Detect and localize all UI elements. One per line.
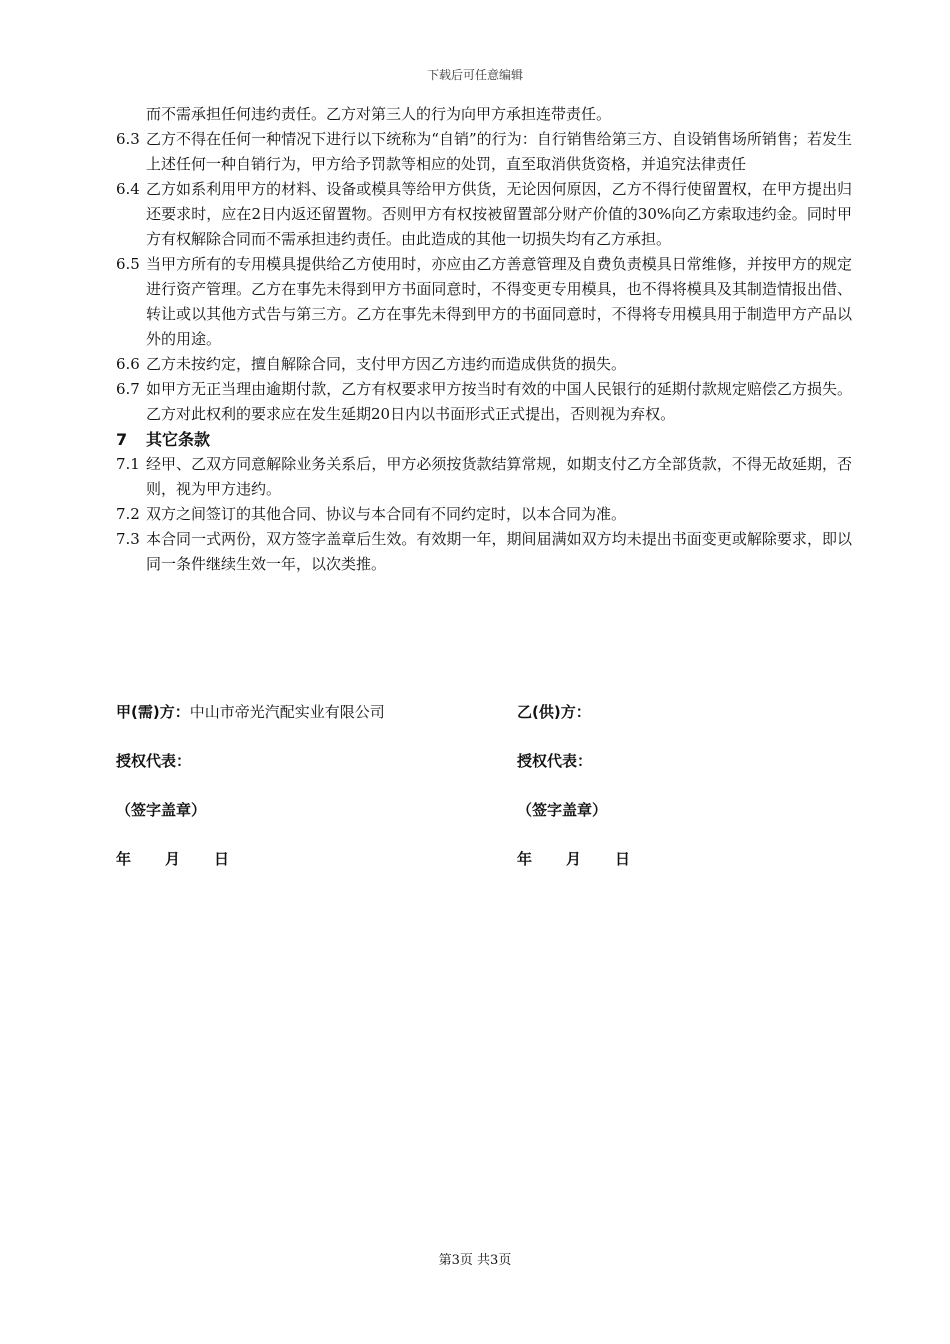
party-a-date xyxy=(116,847,263,872)
clause-text: 当甲方所有的专用模具提供给乙方使用时，亦应由乙方善意管理及自费负责模具日常维修，并按甲方的规定进行资产管理。乙方在事先未得到甲方书面同意时，不得变更专用模具，也不得将模具及其制造情报出借、转让或以其他方式告与第三方。乙方在事先未得到甲方的书面同意时，不得将专用模具用于制造甲方产品以外的用途。 xyxy=(146,255,852,348)
party-b-date xyxy=(517,847,664,872)
clause-7-1 xyxy=(116,452,852,502)
header-note: 下载后可任意编辑 xyxy=(426,68,523,82)
clause-text: 乙方不得在任何一种情况下进行以下统称为“自销”的行为：自行销售给第三方、自设销售场所销售；若发生上述任何一种自销行为，甲方给予罚款等相应的处罚，直至取消供货资格，并追究法律责任 xyxy=(146,130,852,173)
date-day: 日 xyxy=(214,850,230,868)
clause-number: 6.6 xyxy=(116,355,140,373)
clause-6-7 xyxy=(116,377,852,427)
clause-text: 本合同一式两份，双方签字盖章后生效。有效期一年，期间届满如双方均未提出书面变更或解除要求，即以同一条件继续生效一年，以次类推。 xyxy=(146,530,852,573)
party-a-seal-label: （签字盖章） xyxy=(116,801,207,819)
clause-number: 6.7 xyxy=(116,380,140,398)
clause-number: 6.3 xyxy=(116,130,140,148)
clause-number: 6.5 xyxy=(116,255,140,273)
date-year: 年 xyxy=(116,850,132,868)
clause-text: 乙方未按约定，擅自解除合同，支付甲方因乙方违约而造成供货的损失。 xyxy=(146,355,627,373)
continued-paragraph: 而不需承担任何违约责任。乙方对第三人的行为向甲方承担连带责任。 xyxy=(146,105,612,123)
date-month: 月 xyxy=(566,850,582,868)
seal-row xyxy=(116,798,852,847)
clause-6-5 xyxy=(116,252,852,352)
clause-7-2 xyxy=(116,502,852,527)
party-b-label: 乙(供)方： xyxy=(517,703,591,721)
section-title: 其它条款 xyxy=(146,430,211,449)
clause-number: 6.4 xyxy=(116,180,140,198)
clause-6-6 xyxy=(116,352,852,377)
signature-block xyxy=(116,700,852,896)
contract-body xyxy=(116,102,852,577)
section-number: 7 xyxy=(116,430,128,449)
party-b xyxy=(517,700,591,725)
party-b-representative-label: 授权代表： xyxy=(517,752,593,770)
clause-number: 7.1 xyxy=(116,455,140,473)
party-a-label: 甲(需)方： xyxy=(116,703,190,721)
clause-6-3 xyxy=(116,127,852,177)
party-a-name: 中山市帝光汽配实业有限公司 xyxy=(189,703,385,721)
date-month: 月 xyxy=(165,850,181,868)
party-row xyxy=(116,700,852,749)
page-footer: 第3页 共3页 xyxy=(438,1253,512,1268)
clause-number: 7.3 xyxy=(116,530,140,548)
date-day: 日 xyxy=(615,850,631,868)
party-a xyxy=(116,700,385,725)
representative-row xyxy=(116,749,852,798)
clause-text: 乙方如系利用甲方的材料、设备或模具等给甲方供货，无论因何原因，乙方不得行使留置权，在甲方提出归还要求时，应在2日内返还留置物。否则甲方有权按被留置部分财产价值的30%向乙方索取违约金。同时甲方有权解除合同而不需承担违约责任。由此造成的其他一切损失均有乙方承担。 xyxy=(146,180,852,248)
clause-7-3 xyxy=(116,527,852,577)
clause-text: 如甲方无正当理由逾期付款，乙方有权要求甲方按当时有效的中国人民银行的延期付款规定赔偿乙方损失。乙方对此权利的要求应在发生延期20日内以书面形式正式提出，否则视为弃权。 xyxy=(146,380,852,423)
date-row xyxy=(116,847,852,896)
party-a-representative-label: 授权代表： xyxy=(116,752,192,770)
clause-6-4 xyxy=(116,177,852,252)
clause-text: 双方之间签订的其他合同、协议与本合同有不同约定时，以本合同为准。 xyxy=(146,505,627,523)
clause-text: 经甲、乙双方同意解除业务关系后，甲方必须按货款结算常规，如期支付乙方全部货款，不得无故延期，否则，视为甲方违约。 xyxy=(146,455,852,498)
date-year: 年 xyxy=(517,850,533,868)
clause-number: 7.2 xyxy=(116,505,140,523)
party-b-seal-label: （签字盖章） xyxy=(517,801,608,819)
section-7-heading xyxy=(116,427,852,452)
